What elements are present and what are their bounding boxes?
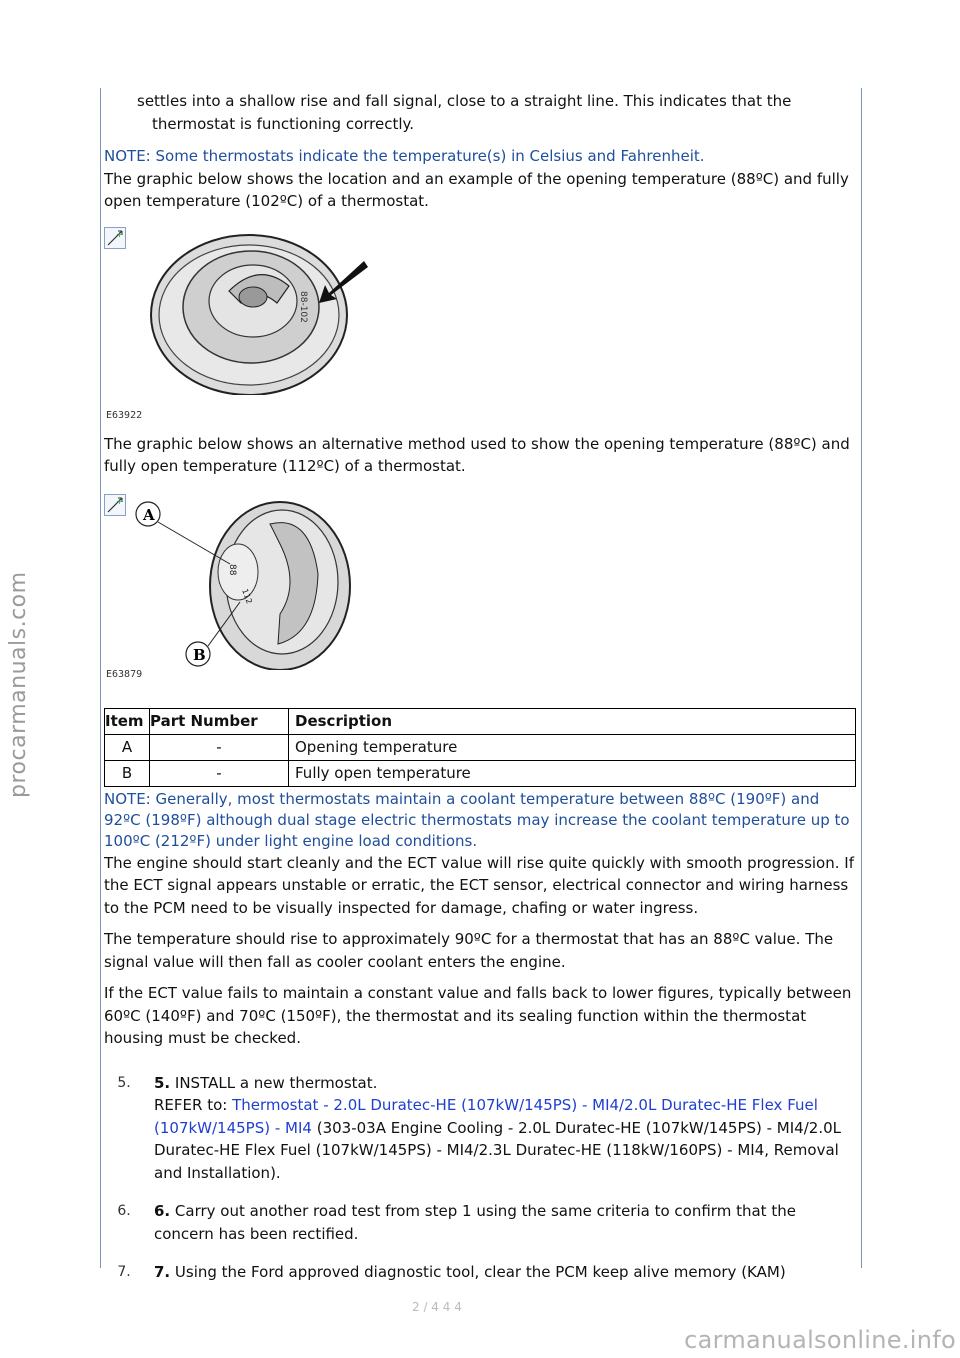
thermostat-photo-1	[149, 231, 389, 395]
refer-prefix: REFER to:	[154, 1096, 233, 1114]
row-part: -	[150, 734, 289, 760]
page-number: 2 / 4 4 4	[412, 1300, 462, 1314]
header-item: Item	[105, 708, 150, 734]
paragraph-graphic-1: The graphic below shows the location and an example of the opening temperature (88ºC) and fully open temperature (102ºC) of a thermostat.	[104, 169, 849, 210]
step-bold-number: 6.	[154, 1202, 171, 1220]
figure2-label-b: B	[193, 645, 206, 664]
paragraph-ect-fail: If the ECT value fails to maintain a constant value and falls back to lower figures, typically between 60ºC (140ºF) and 70ºC (150ºF), the thermostat and its sealing function within the thermostat housing must be checked.	[104, 984, 852, 1047]
figure2-mark-88: 88	[227, 563, 237, 575]
step-bold-number: 7.	[154, 1263, 171, 1281]
header-description: Description	[289, 708, 856, 734]
thermostat-reference-link[interactable]: Thermostat - 2.0L Duratec-HE (107kW/145PS) - MI4/2.0L Duratec-HE Flex Fuel (107kW/145PS) - MI4	[154, 1096, 818, 1137]
step-text: Carry out another road test from step 1 using the same criteria to confirm that the concern has been rectified.	[154, 1202, 796, 1243]
figure2-mark-112: 112	[240, 587, 254, 605]
note-thermostat-range: NOTE: Generally, most thermostats maintain a coolant temperature between 88ºC (190ºF) and 92ºC (198ºF) although dual stage electric thermostats may increase the coolant temperature up to 100ºC (212ºF) under light engine load conditions.	[104, 789, 850, 850]
zoom-icon[interactable]	[104, 227, 126, 249]
row-part: -	[150, 760, 289, 786]
table-row	[105, 760, 856, 786]
step-6	[104, 1200, 854, 1245]
step-7	[104, 1261, 854, 1284]
step-text: Using the Ford approved diagnostic tool, clear the PCM keep alive memory (KAM)	[170, 1263, 786, 1281]
bottom-watermark: carmanualsonline.info	[684, 1326, 956, 1354]
side-watermark-text: procarmanuals.com	[6, 571, 31, 798]
step-bold-number: 5.	[154, 1073, 171, 1092]
page-content	[104, 90, 854, 1284]
paragraph-ect-start: The engine should start cleanly and the ECT value will rise quite quickly with smooth progression. If the ECT signal appears unstable or erratic, the ECT sensor, electrical connector and wiring harness to the PCM need to be visually inspected for damage, chafing or water ingress.	[104, 853, 854, 917]
step-number: 5.	[117, 1074, 131, 1091]
row-item: A	[105, 734, 150, 760]
zoom-icon[interactable]	[104, 494, 126, 516]
figure1-stamp: 88-102	[298, 290, 308, 323]
svg-text:+: +	[116, 229, 123, 239]
step-text: INSTALL a new thermostat.	[170, 1073, 378, 1092]
paragraph-temperature-rise: The temperature should rise to approximately 90ºC for a thermostat that has an 88ºC value. The signal value will then fall as cooler coolant enters the engine.	[104, 930, 834, 971]
step-5	[104, 1072, 854, 1185]
thermostat-photo-2	[130, 494, 390, 670]
intro-continuation: settles into a shallow rise and fall signal, close to a straight line. This indicates that the thermostat is functioning correctly.	[137, 92, 792, 133]
figure1-code: E63922	[106, 409, 143, 421]
header-part-number: Part Number	[150, 708, 289, 734]
svg-text:+: +	[116, 496, 123, 506]
step-number: 7.	[117, 1264, 131, 1280]
row-desc: Fully open temperature	[289, 760, 856, 786]
table-header-row	[105, 708, 856, 734]
figure-thermostat-1	[104, 227, 854, 423]
parts-table	[104, 708, 856, 787]
row-item: B	[105, 760, 150, 786]
figure2-label-a: A	[143, 505, 155, 524]
table-row	[105, 734, 856, 760]
refer-rest: (303-03A Engine Cooling - 2.0L Duratec-HE (107kW/145PS) - MI4/2.0L Duratec-HE Flex Fuel (107kW/145PS) - MI4/2.3L Duratec-HE (118kW/160PS) - MI4, Removal and Installation).	[154, 1118, 841, 1182]
figure2-code: E63879	[106, 668, 143, 680]
note-celsius-fahrenheit: NOTE: Some thermostats indicate the temperature(s) in Celsius and Fahrenheit.	[104, 147, 705, 165]
step-number: 6.	[117, 1203, 131, 1219]
figure-thermostat-2	[104, 494, 854, 702]
row-desc: Opening temperature	[289, 734, 856, 760]
paragraph-graphic-2: The graphic below shows an alternative method used to show the opening temperature (88ºC) and fully open temperature (112ºC) of a thermostat.	[104, 434, 850, 475]
